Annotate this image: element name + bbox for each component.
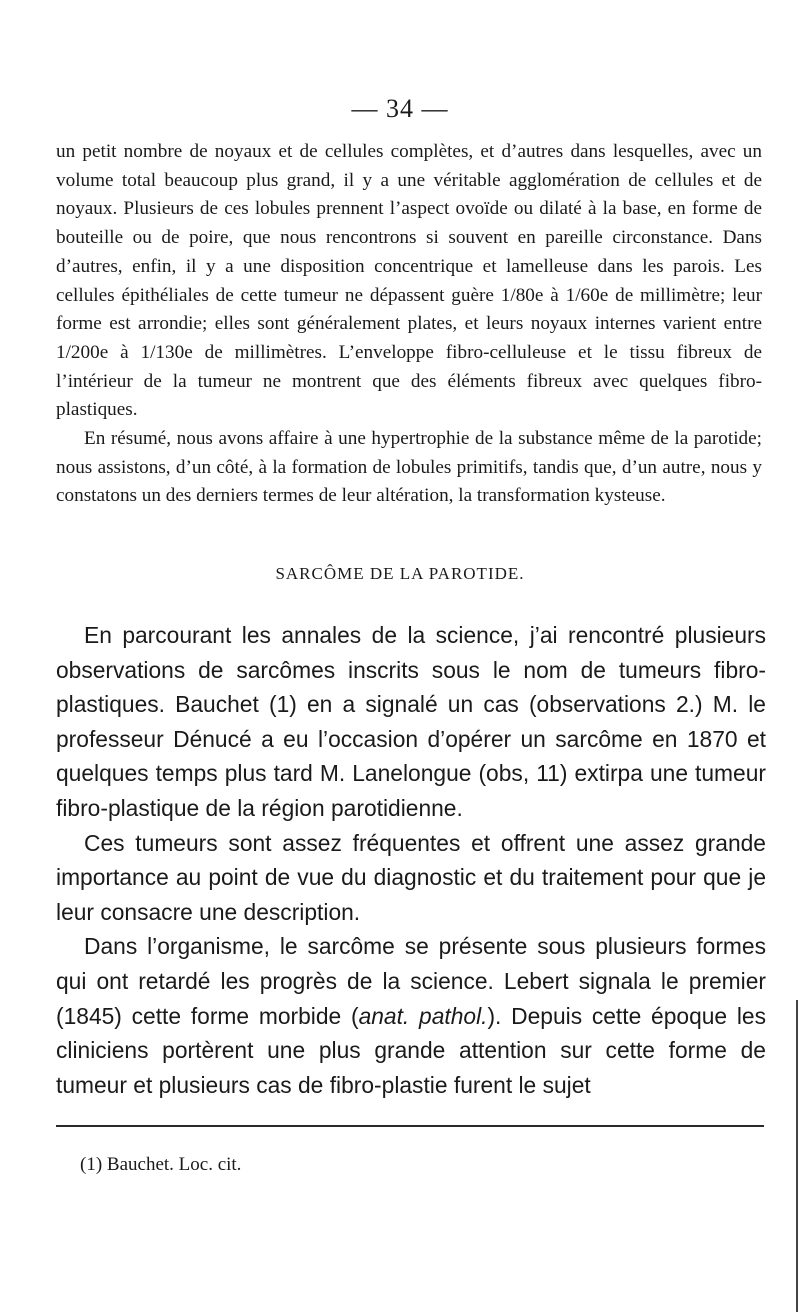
page-edge-line bbox=[796, 1000, 798, 1312]
section-heading: SARCÔME DE LA PAROTIDE. bbox=[275, 564, 525, 583]
section-body bbox=[56, 618, 766, 1102]
body-paragraph-3-italic: anat. pathol. bbox=[358, 1002, 488, 1029]
body-paragraph-3 bbox=[56, 929, 766, 1102]
continuation-text bbox=[56, 138, 762, 511]
page-number: — 34 — bbox=[351, 94, 449, 123]
footnote: (1) Bauchet. Loc. cit. bbox=[80, 1154, 242, 1175]
body-paragraph-3-end: ). Depuis cette époque les cliniciens portèrent une plus grande attention sur cette forme de tumeur et plusieurs cas de fibro-plastie furent le sujet bbox=[56, 1002, 767, 1098]
body-paragraph-2: Ces tumeurs sont assez fréquentes et offrent une assez grande importance au point de vue du diagnostic et du traitement pour que je leur consacre une description. bbox=[56, 829, 766, 925]
continuation-paragraph-2: En résumé, nous avons affaire à une hypertrophie de la substance même de la parotide; nous assistons, d’un côté, à la formation de lobules primitifs, tandis que, d’un autre, nous y constatons un des derniers termes de leur altération, la transformation kysteuse. bbox=[56, 428, 762, 507]
body-paragraph-3-start: Dans l’organisme, le sarcôme se présente sous plusieurs formes qui ont retardé les progrès de la science. Lebert signala le premier (1845) cette forme morbide ( bbox=[56, 933, 766, 1029]
body-paragraph-1: En parcourant les annales de la science, j’ai rencontré plusieurs observations de sarcômes inscrits sous le nom de tumeurs fibro-plastiques. Bauchet (1) en a signalé un cas (observations 2.) M. le professeur Dénucé a eu l’occasion d’opérer un sarcôme en 1870 et quelques temps plus tard M. Lanelongue (obs, 11) extirpa une tumeur fibro-plastique de la région parotidienne. bbox=[56, 622, 766, 821]
continuation-paragraph-1: un petit nombre de noyaux et de cellules complètes, et d’autres dans lesquelles, avec un volume total beaucoup plus grand, il y a une véritable agglomération de cellules et de noyaux. Plusieurs de ces lobules prennent l’aspect ovoïde ou dilaté à la base, en forme de bouteille ou de poire, que nous rencontrons si souvent en pareille circonstance. Dans d’autres, enfin, il y a une disposition concentrique et lamelleuse dans les parois. Les cellules épithéliales de cette tumeur ne dépassent guère 1/80e à 1/60e de millimètre; leur forme est arrondie; elles sont généralement plates, et leurs noyaux internes varient entre 1/200e à 1/130e de millimètres. L’enveloppe fibro-celluleuse et le tissu fibreux de l’intérieur de la tumeur ne montrent que des éléments fibreux avec quelques fibro-plastiques. bbox=[56, 141, 762, 421]
footnote-divider bbox=[56, 1125, 764, 1127]
